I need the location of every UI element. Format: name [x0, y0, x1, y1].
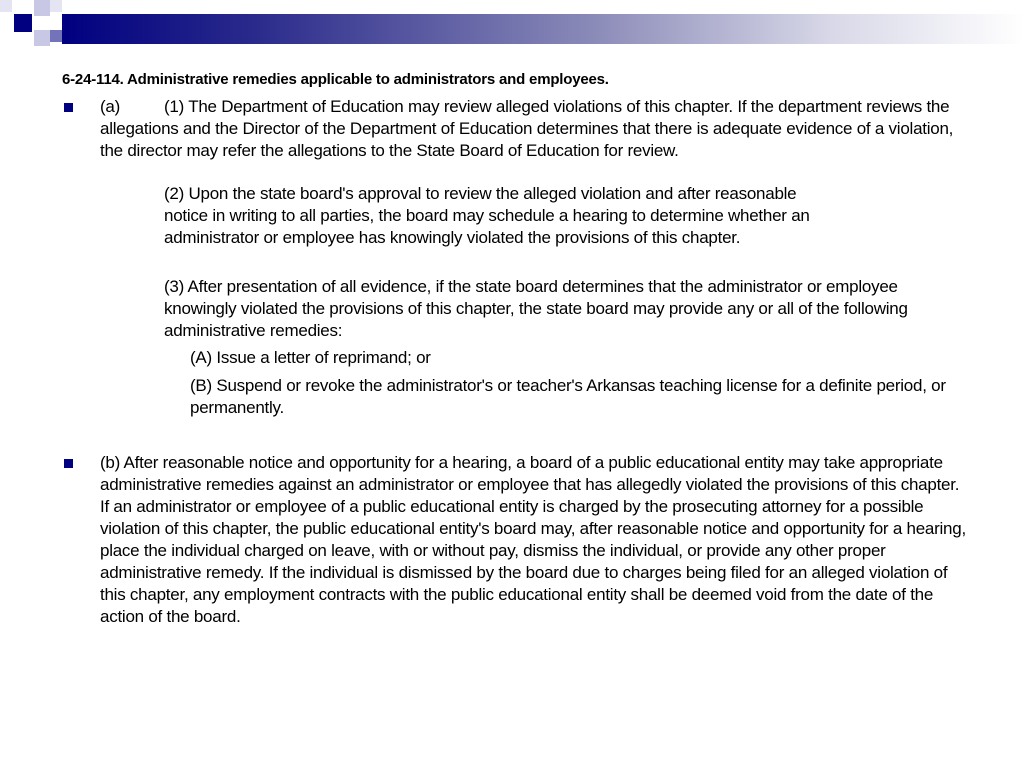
bullet-square-icon	[64, 459, 73, 468]
item-a-paragraph-2: (2) Upon the state board's approval to review the alleged violation and after reasonable notice in writing to all parties, the board may schedule a hearing to determine whether an administrator or employee has knowingly violated the provisions of this chapter.	[164, 184, 810, 247]
section-title: 6-24-114. Administrative remedies applicable to administrators and employees.	[62, 71, 609, 88]
item-a-label: (a)	[100, 97, 121, 116]
item-b-paragraph: (b) After reasonable notice and opportunity for a hearing, a board of a public educational entity may take appropriate administrative remedies against an administrator or employee that has allegedly violated the provisions of this chapter. If an administrator or employee of a public educational entity is charged by the prosecuting attorney for a possible violation of this chapter, the public educational entity's board may, after reasonable notice and opportunity for a hearing, place the individual charged on leave, with or without pay, dismiss the individual, or provide any other proper administrative remedy. If the individual is dismissed by the board due to charges being filed for an alleged violation of this chapter, any employment contracts with the public educational entity shall be deemed void from the date of the action of the board.	[100, 453, 966, 626]
item-a-remedy-B: (B) Suspend or revoke the administrator's or teacher's Arkansas teaching license for a definite period, or permanently.	[190, 376, 946, 417]
item-a-remedy-A: (A) Issue a letter of reprimand; or	[190, 348, 431, 367]
item-a-paragraph-3: (3) After presentation of all evidence, if the state board determines that the administrator or employee knowingly violated the provisions of this chapter, the state board may provide any or all of the following administrative remedies:	[164, 277, 908, 340]
item-a-paragraph-1: (1) The Department of Education may review alleged violations of this chapter. If the department reviews the allegations and the Director of the Department of Education determines that there is adequate evidence of a violation, the director may refer the allegations to the State Board of Education for review.	[100, 97, 954, 160]
bullet-square-icon	[64, 103, 73, 112]
